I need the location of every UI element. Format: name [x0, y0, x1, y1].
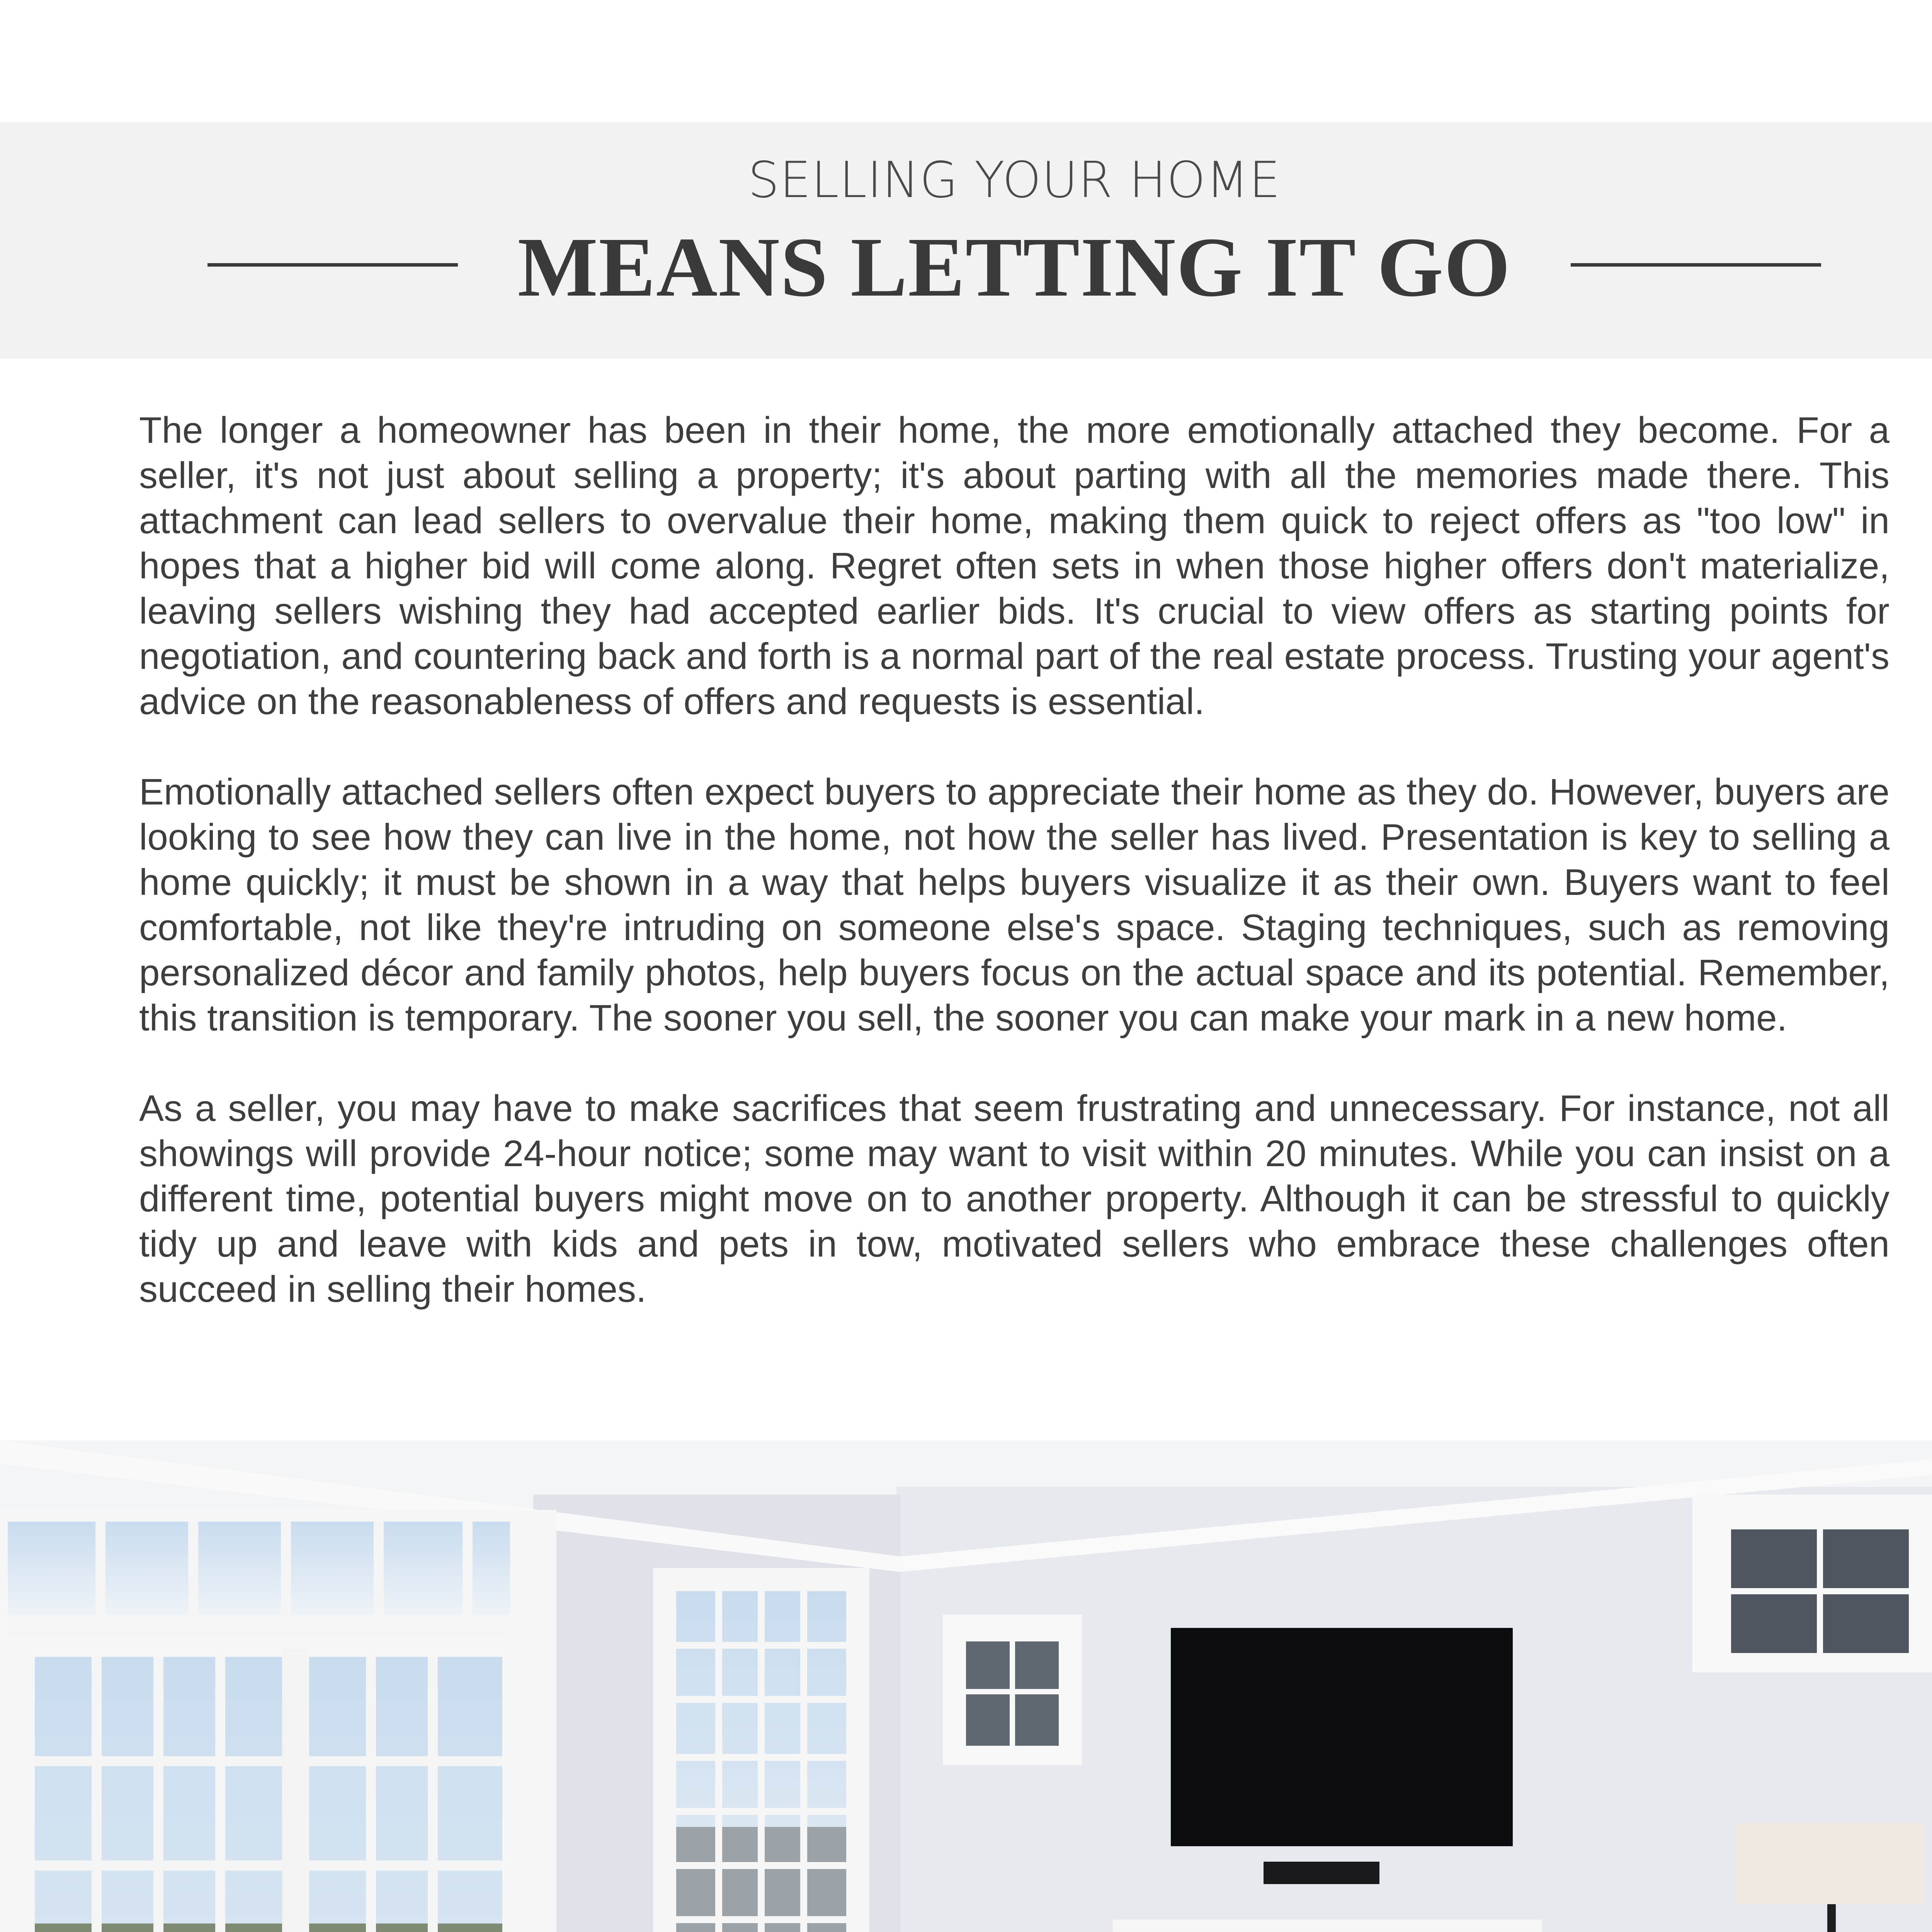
article-paragraph-1: The longer a homeowner has been in their home, the more emotionally attached they become. For a seller, it's not just about selling a property; it's about parting with all the memories made there. This attachment can lead sellers to overvalue their home, making them quick to reject offers as "too low" in hopes that a higher bid will come along. Regret often sets in when those higher offers don't materialize, leaving sellers wishing they had accepted earlier bids. It's crucial to view offers as starting points for negotiation, and countering back and forth is a normal part of the real estate process. Trusting your agent's advice on the reasonableness of offers and requests is essential. — [139, 410, 1889, 722]
article-body — [139, 408, 1889, 1357]
article-paragraph-3: As a seller, you may have to make sacrifices that seem frustrating and unnecessary. For instance, not all showings will provide 24-hour notice; some may want to visit within 20 minutes. While you can insist on a different time, potential buyers might move on to another property. Although it can be stressful to quickly tidy up and leave with kids and pets in tow, motivated sellers who embrace these challenges often succeed in selling their homes. — [139, 1088, 1889, 1310]
page-kicker: SELLING YOUR HOME — [748, 151, 1281, 209]
article-paragraph-2: Emotionally attached sellers often expect buyers to appreciate their home as they do. However, buyers are looking to see how they can live in the home, not how the seller has lived. Presentation is key to selling a home quickly; it must be shown in a way that helps buyers visualize it as their own. Buyers want to feel comfortable, not like they're intruding on someone else's space. Staging techniques, such as removing personalized décor and family photos, help buyers focus on the actual space and its potential. Remember, this transition is temporary. The sooner you sell, the sooner you can make your mark in a new home. — [139, 771, 1889, 1039]
living-room-photo — [0, 1440, 1932, 1932]
page-title: MEANS LETTING IT GO — [517, 220, 1511, 314]
